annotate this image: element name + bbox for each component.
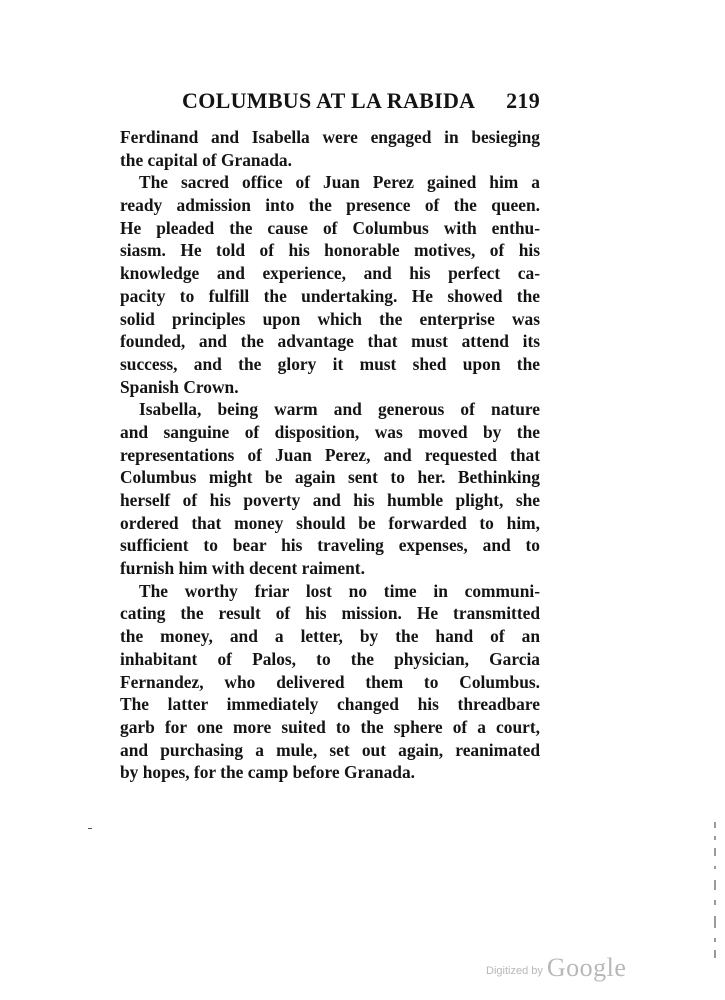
- text-line: inhabitant of Palos, to the physician, Garcia: [120, 648, 540, 669]
- text-line: He pleaded the cause of Columbus with enthu-: [120, 217, 540, 238]
- text-line: The sacred office of Juan Perez gained him a: [139, 172, 540, 193]
- body-text: [120, 126, 540, 784]
- google-watermark: [486, 953, 626, 983]
- text-line: Fernandez, who delivered them to Columbus.: [120, 671, 540, 692]
- text-line: Isabella, being warm and generous of nature: [139, 399, 540, 420]
- running-title: COLUMBUS AT LA RABIDA: [182, 88, 476, 113]
- text-line: founded, and the advantage that must attend its: [120, 331, 540, 352]
- text-line: pacity to fulfill the undertaking. He showed the: [120, 285, 540, 306]
- text-line: knowledge and experience, and his perfect ca-: [120, 263, 540, 284]
- text-line: sufficient to bear his traveling expenses, and to: [120, 535, 540, 556]
- text-line: Spanish Crown.: [120, 376, 239, 397]
- text-line: Columbus might be again sent to her. Bethinking: [120, 467, 540, 488]
- text-line: Ferdinand and Isabella were engaged in besieging: [120, 127, 540, 147]
- text-line: ready admission into the presence of the queen.: [120, 195, 540, 216]
- text-line: ordered that money should be forwarded to him,: [120, 512, 540, 533]
- page-number: 219: [506, 88, 540, 113]
- text-line: and sanguine of disposition, was moved by the: [120, 421, 540, 442]
- text-line: solid principles upon which the enterprise was: [120, 308, 540, 329]
- running-head: [182, 88, 542, 118]
- text-line: representations of Juan Perez, and requested that: [120, 444, 540, 465]
- text-line: garb for one more suited to the sphere of a court,: [120, 716, 540, 737]
- text-line: success, and the glory it must shed upon the: [120, 353, 540, 374]
- text-line: by hopes, for the camp before Granada.: [120, 762, 415, 783]
- margin-mark: [88, 828, 92, 829]
- text-line: and purchasing a mule, set out again, reanimated: [120, 739, 540, 760]
- text-line: furnish him with decent raiment.: [120, 558, 365, 579]
- google-logo: Google: [546, 953, 627, 982]
- text-line: cating the result of his mission. He transmitted: [120, 603, 540, 624]
- watermark-digitized-text: Digitized by: [486, 965, 543, 977]
- scan-edge-marks: [714, 822, 717, 962]
- text-line: the capital of Granada.: [120, 149, 292, 170]
- text-line: The latter immediately changed his threadbare: [120, 694, 540, 715]
- text-line: The worthy friar lost no time in communi-: [139, 580, 540, 601]
- text-line: herself of his poverty and his humble plight, she: [120, 490, 540, 510]
- text-line: the money, and a letter, by the hand of an: [120, 626, 540, 647]
- text-line: siasm. He told of his honorable motives, of his: [120, 240, 540, 261]
